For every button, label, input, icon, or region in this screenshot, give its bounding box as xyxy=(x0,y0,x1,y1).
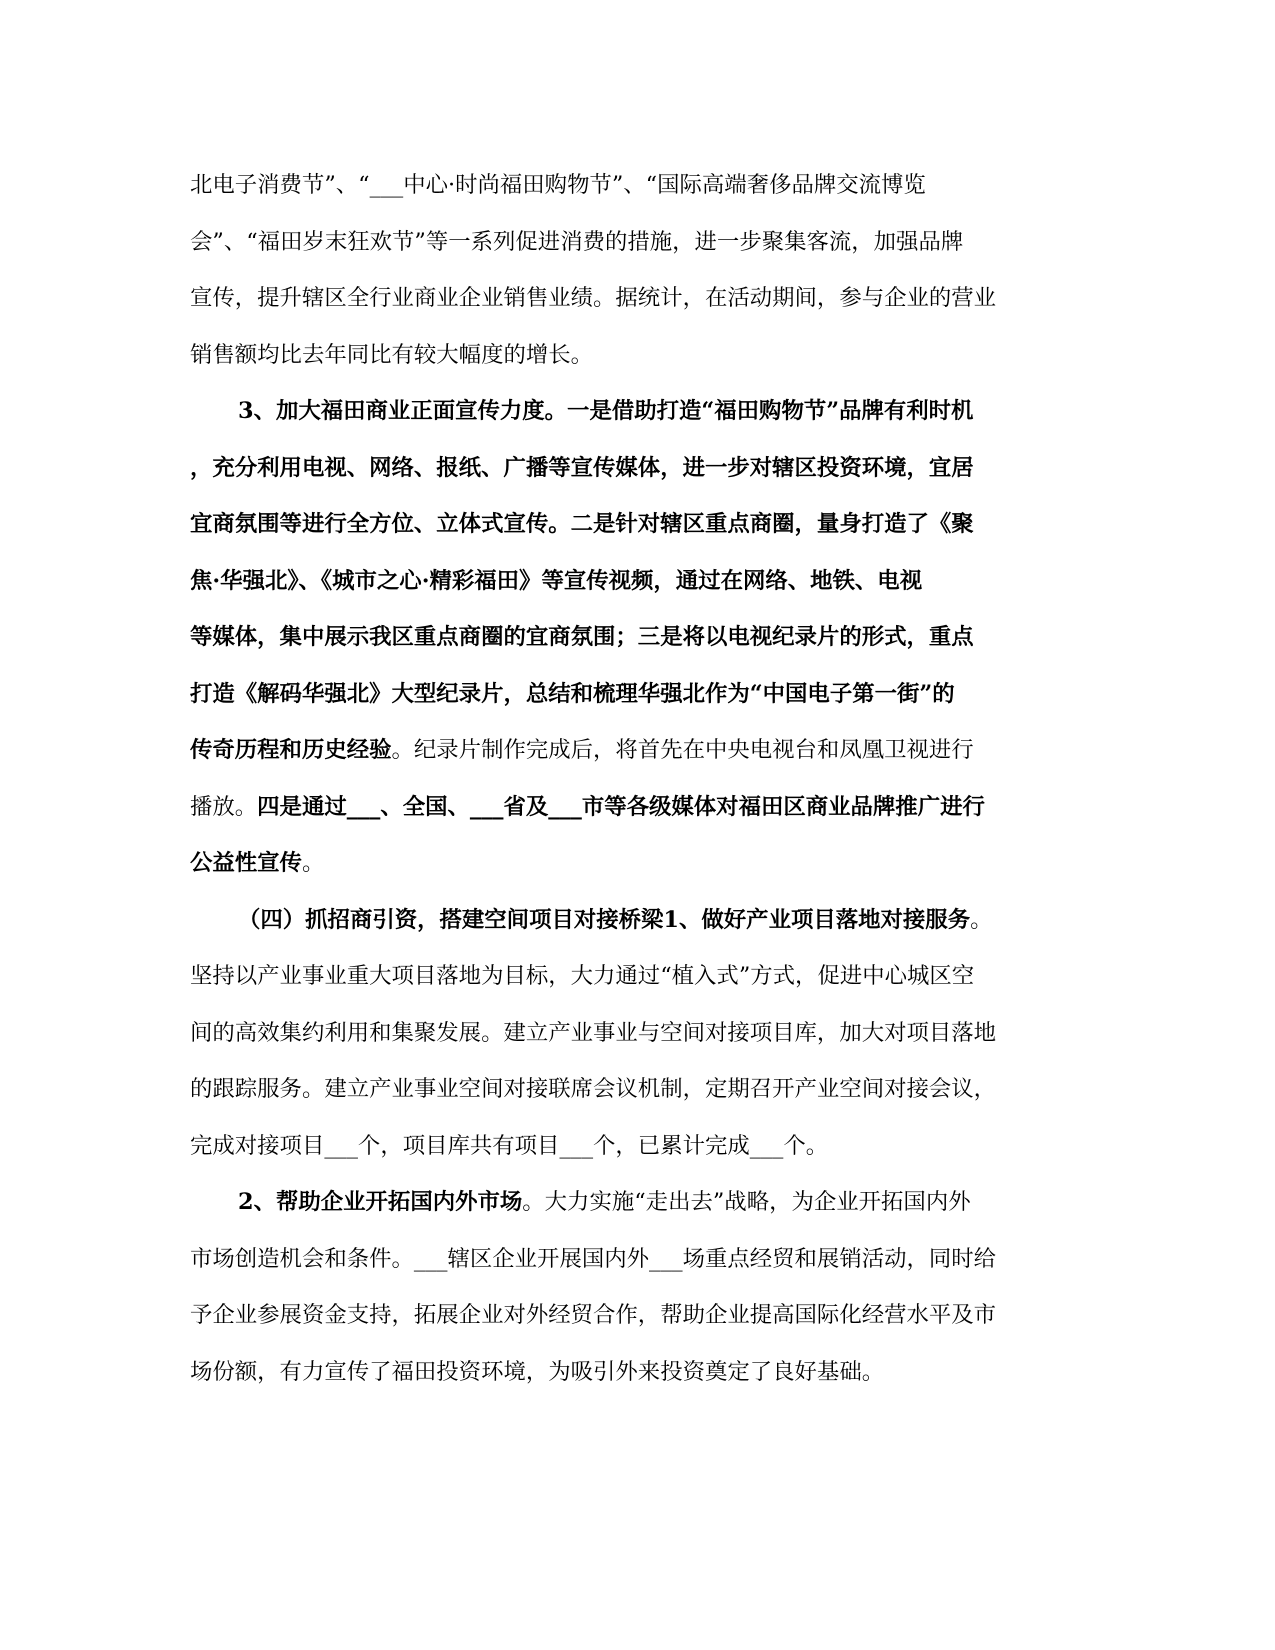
bold-text-segment: 打造《解码华强北》大型纪录片，总结和梳理华强北作为“中国电子第一街”的 xyxy=(190,680,955,707)
bold-text-segment: ，充分利用电视、网络、报纸、广播等宣传媒体，进一步对辖区投资环境，宜居 xyxy=(190,454,974,481)
text-segment: 销售额均比去年同比有较大幅度的增长。 xyxy=(190,341,594,368)
text-segment: 予企业参展资金支持，拓展企业对外经贸合作，帮助企业提高国际化经营水平及市 xyxy=(190,1302,997,1328)
text-line xyxy=(190,1357,884,1387)
text-line xyxy=(190,340,593,370)
bold-text-segment: 焦·华强北》、《城市之心·精彩福田》等宣传视频，通过在网络、地铁、电视 xyxy=(190,567,923,594)
bold-text-segment: 传奇历程和历史经验 xyxy=(190,737,392,763)
text-segment: 间的高效集约利用和集聚发展。建立产业事业与空间对接项目库，加大对项目落地 xyxy=(190,1019,997,1046)
bold-text-segment: 宜商氛围等进行全方位、立体式宣传。二是针对辖区重点商圈，量身打造了《聚 xyxy=(190,511,974,537)
text-segment: 。大力实施“走出去”战略，为企业开拓国内外 xyxy=(522,1189,971,1215)
text-line xyxy=(190,622,974,652)
text-line xyxy=(190,227,963,257)
text-line xyxy=(190,735,974,765)
text-line xyxy=(190,679,955,709)
text-segment: 会”、“福田岁末狂欢节”等一系列促进消费的措施，进一步聚集客流，加强品牌 xyxy=(190,228,964,255)
text-line xyxy=(190,1300,996,1330)
text-line xyxy=(190,1074,996,1104)
text-line xyxy=(190,848,324,878)
bold-text-segment: 2、帮助企业开拓国内外市场 xyxy=(238,1189,523,1215)
text-line xyxy=(190,1244,996,1274)
text-segment: 场份额，有力宣传了福田投资环境，为吸引外来投资奠定了良好基础。 xyxy=(190,1358,885,1385)
text-line xyxy=(190,453,974,483)
text-segment: 。 xyxy=(301,850,325,876)
text-segment: 市场创造机会和条件。___辖区企业开展国内外___场重点经贸和展销活动，同时给 xyxy=(190,1245,997,1272)
text-line xyxy=(190,283,996,313)
text-line xyxy=(238,396,973,426)
bold-text-segment: 等媒体，集中展示我区重点商圈的宜商氛围；三是将以电视纪录片的形式，重点 xyxy=(190,624,974,650)
text-line xyxy=(238,905,992,935)
text-segment: 。 xyxy=(970,906,993,933)
text-line xyxy=(238,1187,971,1217)
bold-text-segment: 公益性宣传 xyxy=(190,850,302,876)
bold-text-segment: 四是通过___、全国、___省及___市等各级媒体对福田区商业品牌推广进行 xyxy=(257,793,985,820)
text-segment: 坚持以产业事业重大项目落地为目标，大力通过“植入式”方式，促进中心城区空 xyxy=(190,963,975,989)
text-segment: 播放。 xyxy=(190,793,258,820)
bold-text-segment: （四）抓招商引资，搭建空间项目对接桥梁1、做好产业项目落地对接服务 xyxy=(238,906,971,933)
text-segment: 北电子消费节”、“___中心·时尚福田购物节”、“国际高端奢侈品牌交流博览 xyxy=(190,172,926,198)
text-line xyxy=(190,792,985,822)
text-line xyxy=(190,170,926,200)
text-line xyxy=(190,961,974,991)
text-segment: 宣传，提升辖区全行业商业企业销售业绩。据统计，在活动期间，参与企业的营业 xyxy=(190,285,997,311)
text-line xyxy=(190,1018,996,1048)
text-line xyxy=(190,1131,828,1161)
text-line xyxy=(190,566,922,596)
bold-text-segment: 3、加大福田商业正面宣传力度。一是借助打造“福田购物节”品牌有利时机 xyxy=(238,398,974,424)
text-segment: 的跟踪服务。建立产业事业空间对接联席会议机制，定期召开产业空间对接会议， xyxy=(190,1076,997,1102)
text-segment: 完成对接项目___个，项目库共有项目___个，已累计完成___个。 xyxy=(190,1132,829,1159)
text-segment: 。纪录片制作完成后，将首先在中央电视台和凤凰卫视进行 xyxy=(391,737,974,763)
text-line xyxy=(190,509,974,539)
